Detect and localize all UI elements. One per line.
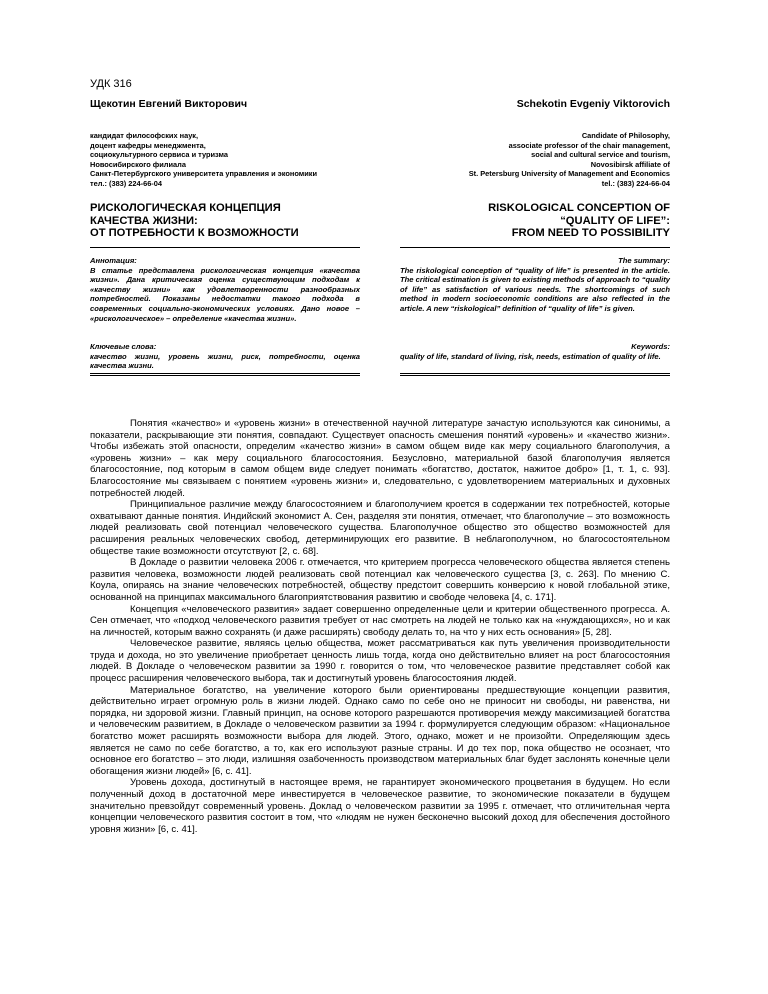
affiliation-line: Новосибирского филиала: [90, 159, 186, 169]
body-paragraph: Концепция «человеческого развития» задает совершенно определенные цели и критерии общественного прогресса. А. Сен отмечает, что «подход человеческого развития требует от нас смотреть на людей не только как на «нуждающихся», но и как на личностей, которым важно сохранять (и даже расширять) свободу делать то, на что у них есть основания» [5, 28].: [90, 603, 670, 638]
affiliation-line: Candidate of Philosophy,: [581, 131, 670, 140]
article-title-ru: [90, 202, 360, 240]
divider-line: [90, 373, 360, 376]
keywords-ru: [90, 342, 360, 371]
udk-code: УДК 316: [90, 78, 132, 90]
affiliation-row: [90, 131, 670, 189]
body-paragraph: Материальное богатство, на увеличение которого были ориентированы предшествующие концепции развития, действительно играет огромную роль в жизни людей. Однако само по себе оно не приносит ни свободы, ни равенства, ни порядка, ни здоровой жизни. Главный принцип, на основе которого разрешаются противоречия между максимизацией богатства и человеческим развитием, в Докладе о человеческом развитии за 1994 г. формулируется следующим образом: «Национальное богатство может расширять возможности выбора для людей. Этого, однако, может и не произойти. Определяющим здесь является не само по себе богатство, а то, как его используют разные страны. И до тех пор, пока общество не осознает, что основное его богатство – это люди, излишняя озабоченность производством материальных благ будет заслонять конечные цели обогащения жизни людей» [6, с. 41].: [90, 684, 670, 777]
abstract-row: [90, 256, 670, 323]
keywords-text-ru: качество жизни, уровень жизни, риск, потребности, оценка качества жизни.: [90, 351, 360, 371]
affiliation-line: St. Petersburg University of Management and Economics: [468, 169, 670, 179]
abstract-label-en: The summary:: [618, 256, 670, 265]
affiliation-line: тел.: (383) 224-66-04: [90, 178, 162, 188]
title-line: FROM NEED TO POSSIBILITY: [511, 227, 670, 240]
title-divider: [90, 247, 670, 248]
affiliation-line: доцент кафедры менеджмента,: [90, 140, 206, 150]
title-line: КАЧЕСТВА ЖИЗНИ:: [90, 214, 198, 227]
header-divider: [90, 373, 670, 376]
article-title-en: [400, 202, 670, 240]
author-name-ru: Щекотин Евгений Викторович: [90, 98, 248, 110]
affiliation-line: Санкт-Петербургского университета управления и экономики: [90, 169, 318, 179]
keywords-row: [90, 342, 670, 371]
body-paragraph: Принципиальное различие между благосостоянием и благополучием кроется в содержании тех потребностей, которые охватывают данные понятия. Индийский экономист А. Сен, разделяя эти понятия, отмечает, что благополучие – это возможность людей реализовать свой потенциал человеческого существа. Благополучное общество это общество возможностей для расширения реальных человеческих свобод, детерминирующих его развитие. В неблагополучном, но благосостоятельном обществе такие возможности отсутствуют [2, с. 68].: [90, 499, 670, 557]
author-row: [90, 98, 670, 110]
body-paragraph: Человеческое развитие, являясь целью общества, может рассматриваться как путь увеличения производительности труда и дохода, но это увеличение приобретает ценность лишь тогда, когда оно действительно влияет на рост благосостояния людей. В Докладе о человеческом развитии за 1990 г. говорится о том, что человеческое развитие представляет собой как процесс расширения человеческого выбора, так и достигнутый уровень благосостояния людей.: [90, 638, 670, 685]
affiliation-line: социокультурного сервиса и туризма: [90, 150, 229, 160]
divider-line: [90, 247, 360, 248]
keywords-en: [400, 342, 670, 371]
title-row: [90, 202, 670, 240]
body-paragraph: Понятия «качество» и «уровень жизни» в отечественной научной литературе зачастую используются как синонимы, а показатели, раскрывающие эти понятия, совпадают. Существует опасность смешения понятий «уровень» и «качество жизни». Чтобы избежать этой опасности, определим «качество жизни» в самом общем виде как меру социального благополучия, а «уровень жизни» – как меру социального благосостояния. Безусловно, материальной базой благополучия является благосостояние, под которым в самом общем виде следует понимать «богатство, достаток, нажитое добро» [1, т. 1, с. 93]. Благосостояние мы связываем с понятием «уровень жизни» и, следовательно, с удовлетворением материальных и духовных потребностей людей.: [90, 418, 670, 499]
author-name-en: Schekotin Evgeniy Viktorovich: [516, 98, 670, 110]
divider-line: [400, 247, 670, 248]
affiliation-line: associate professor of the chair management,: [508, 140, 670, 150]
abstract-ru: [90, 256, 360, 323]
affiliation-en: [400, 131, 670, 189]
keywords-text-en: quality of life, standard of living, risk, needs, estimation of quality of life.: [400, 351, 661, 361]
keywords-label-ru: Ключевые слова:: [90, 342, 157, 351]
title-line: “QUALITY OF LIFE”:: [560, 214, 670, 227]
affiliation-line: Novosibirsk affiliate of: [590, 159, 670, 169]
affiliation-line: tel.: (383) 224-66-04: [601, 178, 670, 188]
keywords-label-en: Keywords:: [631, 342, 670, 351]
body-paragraph: Уровень дохода, достигнутый в настоящее время, не гарантирует экономического процветания в будущем. Но если полученный доход в достаточной мере инвестируется в человеческое развитие, то экономические показатели в будущем значительно превзойдут современный уровень. Доклад о человеческом развитии за 1995 г. отмечает, что отличительная черта концепции человеческого развития состоит в том, что «людям не нужен бесконечно высокий доход для обеспечения достойного уровня жизни» [6, с. 41].: [90, 777, 670, 835]
abstract-text-ru: В статье представлена рискологическая концепция «качества жизни». Дана критическая оценка существующим подходам к «качеству жизни» как удовлетворенности разнообразных потребностей. Показаны недостатки такого подхода в современных социально-экономических условиях. Дано новое – «рискологическое» – определение «качества жизни».: [90, 265, 360, 323]
title-line: RISKOLOGICAL CONCEPTION OF: [488, 202, 670, 214]
affiliation-ru: [90, 131, 360, 189]
article-body: [90, 418, 670, 835]
body-paragraph: В Докладе о развитии человека 2006 г. отмечается, что критерием прогресса человеческого общества является степень развития человека, возможности людей реализовать свой потенциал как человеческого существа [3, с. 263]. По мнению С. Коула, опираясь на знание человеческих потребностей, обществу предстоит совершить конверсию к новой глобальной этике, основанной на принципах максимального благоприятствования развитию и свободе человека [4, с. 171].: [90, 557, 670, 603]
title-line: РИСКОЛОГИЧЕСКАЯ КОНЦЕПЦИЯ: [90, 202, 281, 214]
abstract-en: [400, 256, 670, 323]
divider-line: [400, 373, 670, 376]
abstract-label-ru: Аннотация:: [90, 256, 137, 265]
title-line: ОТ ПОТРЕБНОСТИ К ВОЗМОЖНОСТИ: [90, 227, 299, 240]
abstract-text-en: The riskological conception of “quality of life” is presented in the article. The critical estimation is given to existing methods of approach to “quality of life” as satisfaction of various needs. The shortcomings of such method in modern socioeconomic conditions are also reflected in the article. A new “riskological” definition of “quality of life” is given.: [400, 265, 670, 313]
affiliation-line: social and cultural service and tourism,: [531, 150, 670, 160]
affiliation-line: кандидат философских наук,: [90, 131, 199, 140]
